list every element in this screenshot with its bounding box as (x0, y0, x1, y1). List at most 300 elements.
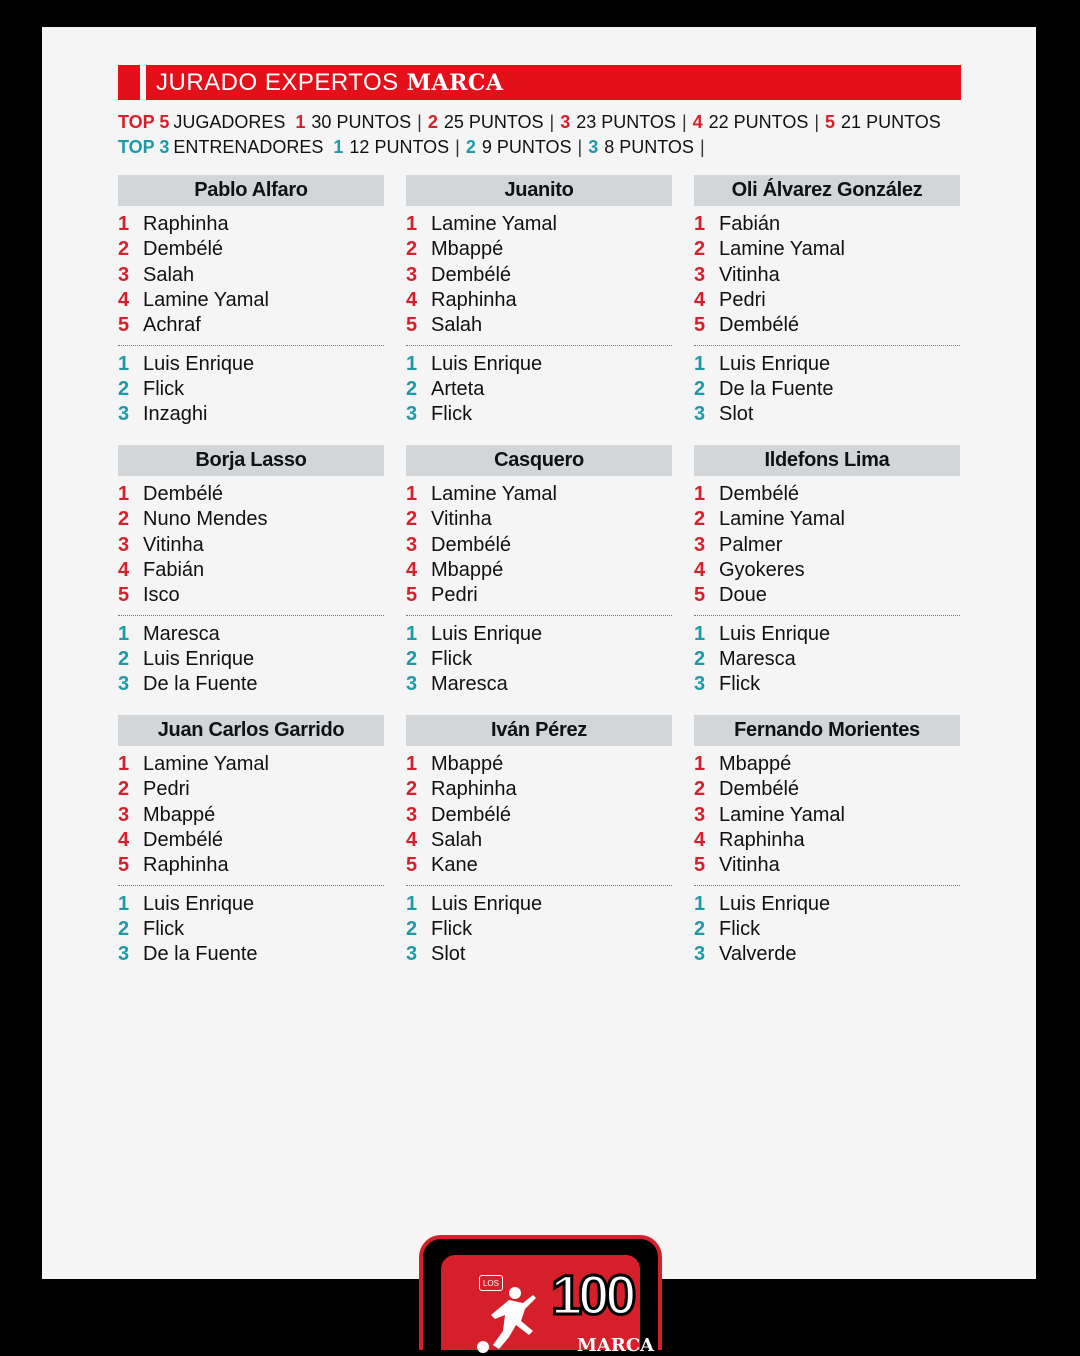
list-item (406, 313, 672, 338)
list-item (118, 507, 384, 532)
list-item (406, 803, 672, 828)
player-name: Vitinha (719, 854, 780, 877)
rank-number: 2 (406, 508, 418, 531)
rank-number: 3 (118, 943, 130, 966)
legend-separator: | (699, 137, 705, 157)
players-list (406, 482, 672, 608)
rank-number: 5 (118, 314, 130, 337)
player-name: Lamine Yamal (143, 289, 269, 312)
rank-number: 1 (406, 892, 418, 915)
coach-name: Luis Enrique (431, 892, 543, 915)
player-name: Dembélé (719, 314, 800, 337)
coach-name: Luis Enrique (719, 352, 831, 375)
divider (118, 885, 384, 886)
players-list (118, 212, 384, 338)
coach-name: Luis Enrique (143, 647, 255, 670)
legend-separator: | (681, 112, 687, 132)
list-item (406, 583, 672, 608)
expert-name: Ildefons Lima (694, 445, 960, 476)
legend-points: 9 PUNTOS (481, 137, 572, 157)
rank-number: 3 (406, 533, 418, 556)
list-item (118, 647, 384, 672)
coaches-list (694, 351, 960, 427)
list-item (406, 237, 672, 262)
rank-number: 3 (406, 263, 418, 286)
players-list (118, 752, 384, 878)
coach-name: Maresca (431, 673, 508, 696)
coach-name: Arteta (431, 377, 485, 400)
expert-card (694, 175, 960, 445)
legend-points: 8 PUNTOS (604, 137, 694, 157)
player-name: Salah (431, 314, 483, 337)
rank-number: 5 (118, 854, 130, 877)
content (118, 65, 961, 966)
players-list (694, 482, 960, 608)
list-item (694, 288, 960, 313)
divider (406, 885, 672, 886)
divider (694, 345, 960, 346)
legend-points: 23 PUNTOS (576, 112, 676, 132)
rank-number: 2 (406, 238, 418, 261)
expert-card (118, 445, 384, 715)
rank-number: 4 (406, 829, 418, 852)
coaches-list (694, 621, 960, 697)
player-name: Mbappé (143, 803, 216, 826)
player-name: Salah (431, 829, 483, 852)
legend-entry (428, 110, 544, 135)
list-item (118, 313, 384, 338)
coach-name: Inzaghi (143, 403, 208, 426)
list-item (118, 803, 384, 828)
list-item (694, 583, 960, 608)
list-item (694, 507, 960, 532)
list-item (406, 942, 672, 967)
player-name: Dembélé (431, 803, 512, 826)
list-item (694, 891, 960, 916)
rank-number: 1 (694, 753, 706, 776)
list-item (406, 647, 672, 672)
expert-name: Juan Carlos Garrido (118, 715, 384, 746)
player-name: Mbappé (431, 559, 504, 582)
legend-separator: | (417, 112, 422, 132)
expert-name: Oli Álvarez González (694, 175, 960, 206)
logo-panel (441, 1255, 655, 1356)
rank-number: 4 (694, 829, 706, 852)
rank-number: 5 (694, 584, 706, 607)
list-item (118, 351, 384, 376)
coaches-list (406, 621, 672, 697)
list-item (694, 482, 960, 507)
coaches-list (406, 351, 672, 427)
list-item (406, 777, 672, 802)
rank-number: 2 (694, 238, 706, 261)
players-list (694, 212, 960, 338)
list-item (694, 853, 960, 878)
list-item (406, 672, 672, 697)
player-name: Vitinha (719, 263, 780, 286)
coach-name: Valverde (719, 943, 797, 966)
rank-number: 4 (118, 289, 130, 312)
list-item (118, 482, 384, 507)
list-item (406, 558, 672, 583)
players-list (694, 752, 960, 878)
divider (694, 615, 960, 616)
banner-accent (118, 65, 140, 100)
rank-number: 3 (694, 943, 706, 966)
player-name: Pedri (719, 289, 766, 312)
coach-name: Luis Enrique (143, 892, 255, 915)
player-name: Raphinha (719, 829, 805, 852)
player-name: Kane (431, 854, 478, 877)
rank-number: 3 (694, 673, 706, 696)
player-name: Isco (143, 584, 180, 607)
player-name: Doue (719, 584, 767, 607)
rank-number: 3 (118, 673, 130, 696)
divider (406, 345, 672, 346)
coach-name: Luis Enrique (719, 622, 831, 645)
list-item (694, 621, 960, 646)
legend-points: 21 PUNTOS (841, 112, 941, 132)
coaches-list (118, 351, 384, 427)
rank-number: 3 (406, 943, 418, 966)
list-item (694, 212, 960, 237)
list-item (406, 828, 672, 853)
expert-card (118, 715, 384, 985)
legend-separator: | (814, 112, 820, 132)
rank-number: 3 (118, 403, 130, 426)
player-name: Vitinha (431, 508, 492, 531)
coach-name: Luis Enrique (431, 352, 543, 375)
list-item (118, 621, 384, 646)
rank-number: 3 (694, 403, 706, 426)
rank-number: 3 (406, 403, 418, 426)
list-item (118, 533, 384, 558)
list-item (118, 402, 384, 427)
expert-card (406, 445, 672, 715)
rank-number: 2 (694, 508, 706, 531)
coach-name: Maresca (143, 622, 220, 645)
expert-card (118, 175, 384, 445)
player-name: Lamine Yamal (719, 508, 845, 531)
players-list (406, 212, 672, 338)
player-name: Raphinha (143, 854, 229, 877)
divider (406, 615, 672, 616)
list-item (406, 351, 672, 376)
player-name: Nuno Mendes (143, 508, 268, 531)
legend-rank: 2 (427, 112, 438, 132)
coaches-list (406, 891, 672, 967)
legend-rank: 4 (692, 112, 703, 132)
header-title: JURADO EXPERTOS (156, 68, 399, 96)
list-item (694, 558, 960, 583)
rank-number: 5 (694, 854, 706, 877)
rank-number: 1 (694, 892, 706, 915)
legend-players (118, 110, 961, 135)
expert-name: Juanito (406, 175, 672, 206)
coach-name: Flick (143, 377, 185, 400)
legend-points: 25 PUNTOS (443, 112, 544, 132)
coach-name: Slot (431, 943, 466, 966)
rank-number: 1 (118, 483, 130, 506)
rank-number: 1 (694, 622, 706, 645)
list-item (118, 853, 384, 878)
coach-name: Flick (719, 673, 761, 696)
los-100-marca-logo (419, 1235, 662, 1356)
player-name: Fabián (719, 213, 781, 236)
rank-number: 1 (118, 892, 130, 915)
coach-name: Luis Enrique (431, 622, 543, 645)
list-item (694, 942, 960, 967)
rank-number: 2 (118, 778, 130, 801)
legend-label: JUGADORES (173, 112, 286, 132)
player-name: Lamine Yamal (719, 238, 845, 261)
list-item (118, 237, 384, 262)
player-name: Raphinha (431, 289, 517, 312)
player-name: Pedri (431, 584, 478, 607)
legend-separator: | (577, 137, 583, 157)
coach-name: Slot (719, 403, 754, 426)
list-item (694, 803, 960, 828)
expert-card (694, 445, 960, 715)
rank-number: 3 (694, 263, 706, 286)
list-item (406, 891, 672, 916)
legend-rank: 2 (465, 137, 476, 157)
rank-number: 2 (406, 377, 418, 400)
player-name: Pedri (143, 778, 190, 801)
players-list (406, 752, 672, 878)
rank-number: 2 (118, 647, 130, 670)
list-item (406, 377, 672, 402)
rank-number: 4 (118, 829, 130, 852)
player-name: Dembélé (143, 238, 224, 261)
legend-points: 22 PUNTOS (708, 112, 809, 132)
rank-number: 3 (118, 263, 130, 286)
list-item (118, 263, 384, 288)
rank-number: 5 (406, 314, 418, 337)
legend-entry (295, 110, 411, 135)
expert-card (406, 175, 672, 445)
list-item (406, 853, 672, 878)
rank-number: 2 (694, 778, 706, 801)
player-name: Salah (143, 263, 195, 286)
rank-number: 2 (406, 778, 418, 801)
players-list (118, 482, 384, 608)
rank-number: 1 (406, 753, 418, 776)
legend-entry (560, 110, 676, 135)
player-name: Dembélé (431, 533, 512, 556)
legend-separator: | (455, 137, 460, 157)
coach-name: Flick (431, 917, 473, 940)
rank-number: 1 (406, 483, 418, 506)
rank-number: 1 (118, 753, 130, 776)
player-name: Dembélé (719, 483, 800, 506)
coaches-list (694, 891, 960, 967)
legend-separator: | (549, 112, 555, 132)
player-name: Mbappé (719, 753, 792, 776)
list-item (694, 237, 960, 262)
legend-rank: 5 (825, 112, 836, 132)
rank-number: 1 (694, 213, 706, 236)
player-name: Vitinha (143, 533, 204, 556)
list-item (118, 917, 384, 942)
page-sheet (42, 27, 1036, 1279)
list-item (118, 288, 384, 313)
list-item (118, 672, 384, 697)
list-item (694, 313, 960, 338)
list-item (406, 402, 672, 427)
list-item (406, 507, 672, 532)
list-item (694, 672, 960, 697)
coach-name: Maresca (719, 647, 796, 670)
expert-name: Fernando Morientes (694, 715, 960, 746)
list-item (406, 288, 672, 313)
list-item (694, 377, 960, 402)
legend-points: 30 PUNTOS (311, 112, 412, 132)
rank-number: 5 (694, 314, 706, 337)
expert-card (406, 715, 672, 985)
list-item (406, 752, 672, 777)
player-name: Raphinha (143, 213, 229, 236)
footballer-kick-icon (471, 1285, 551, 1355)
list-item (118, 558, 384, 583)
rank-number: 1 (118, 622, 130, 645)
rank-number: 1 (118, 213, 130, 236)
list-item (694, 402, 960, 427)
rank-number: 5 (406, 854, 418, 877)
list-item (694, 752, 960, 777)
list-item (694, 351, 960, 376)
rank-number: 4 (118, 559, 130, 582)
legend-entry (333, 135, 449, 160)
rank-number: 4 (406, 289, 418, 312)
legend-label: ENTRENADORES (173, 137, 324, 157)
player-name: Mbappé (431, 753, 504, 776)
expert-name: Iván Pérez (406, 715, 672, 746)
coach-name: Flick (431, 647, 473, 670)
rank-number: 1 (694, 483, 706, 506)
player-name: Lamine Yamal (431, 213, 557, 236)
legend-key: TOP 5 (118, 112, 170, 132)
list-item (118, 212, 384, 237)
list-item (118, 377, 384, 402)
experts-grid (118, 175, 960, 985)
rank-number: 4 (694, 559, 706, 582)
coach-name: Flick (431, 403, 473, 426)
list-item (118, 891, 384, 916)
legend-entry (693, 110, 809, 135)
player-name: Lamine Yamal (719, 803, 845, 826)
rank-number: 3 (406, 673, 418, 696)
list-item (694, 533, 960, 558)
player-name: Lamine Yamal (431, 483, 557, 506)
coaches-list (118, 621, 384, 697)
rank-number: 3 (118, 803, 130, 826)
rank-number: 5 (406, 584, 418, 607)
list-item (694, 828, 960, 853)
rank-number: 4 (406, 559, 418, 582)
rank-number: 2 (694, 917, 706, 940)
legend-rank: 1 (295, 112, 306, 132)
player-name: Mbappé (431, 238, 504, 261)
divider (118, 345, 384, 346)
header-brand: MARCA (406, 69, 504, 96)
logo-brand: MARCA (577, 1335, 655, 1356)
rank-number: 1 (406, 622, 418, 645)
legend-rank: 3 (560, 112, 571, 132)
rank-number: 2 (118, 377, 130, 400)
coaches-list (118, 891, 384, 967)
rank-number: 5 (118, 584, 130, 607)
points-legend (118, 110, 961, 160)
legend-rank: 1 (333, 137, 344, 157)
header-banner (118, 65, 961, 100)
player-name: Dembélé (431, 263, 512, 286)
banner-bar (146, 65, 961, 100)
rank-number: 2 (694, 647, 706, 670)
rank-number: 1 (406, 352, 418, 375)
player-name: Palmer (719, 533, 783, 556)
list-item (118, 752, 384, 777)
player-name: Achraf (143, 314, 201, 337)
player-name: Fabián (143, 559, 205, 582)
list-item (406, 533, 672, 558)
list-item (406, 917, 672, 942)
player-name: Gyokeres (719, 559, 805, 582)
coach-name: De la Fuente (143, 943, 258, 966)
legend-entry (466, 135, 572, 160)
list-item (406, 621, 672, 646)
rank-number: 3 (694, 803, 706, 826)
list-item (118, 942, 384, 967)
expert-name: Pablo Alfaro (118, 175, 384, 206)
coach-name: Flick (143, 917, 185, 940)
player-name: Lamine Yamal (143, 753, 269, 776)
rank-number: 1 (694, 352, 706, 375)
rank-number: 1 (406, 213, 418, 236)
player-name: Dembélé (143, 829, 224, 852)
rank-number: 2 (118, 238, 130, 261)
rank-number: 2 (406, 647, 418, 670)
rank-number: 4 (694, 289, 706, 312)
legend-key: TOP 3 (118, 137, 170, 157)
expert-card (694, 715, 960, 985)
coach-name: Luis Enrique (143, 352, 255, 375)
player-name: Raphinha (431, 778, 517, 801)
rank-number: 1 (118, 352, 130, 375)
list-item (694, 647, 960, 672)
player-name: Dembélé (719, 778, 800, 801)
logo-number: 100 (551, 1263, 633, 1326)
legend-points: 12 PUNTOS (349, 137, 450, 157)
rank-number: 2 (118, 917, 130, 940)
rank-number: 2 (118, 508, 130, 531)
list-item (118, 828, 384, 853)
divider (694, 885, 960, 886)
list-item (694, 263, 960, 288)
list-item (118, 583, 384, 608)
player-name: Dembélé (143, 483, 224, 506)
list-item (406, 263, 672, 288)
list-item (694, 917, 960, 942)
expert-name: Casquero (406, 445, 672, 476)
list-item (694, 777, 960, 802)
rank-number: 3 (406, 803, 418, 826)
legend-entry (825, 110, 941, 135)
rank-number: 2 (406, 917, 418, 940)
rank-number: 3 (694, 533, 706, 556)
list-item (406, 482, 672, 507)
rank-number: 2 (694, 377, 706, 400)
